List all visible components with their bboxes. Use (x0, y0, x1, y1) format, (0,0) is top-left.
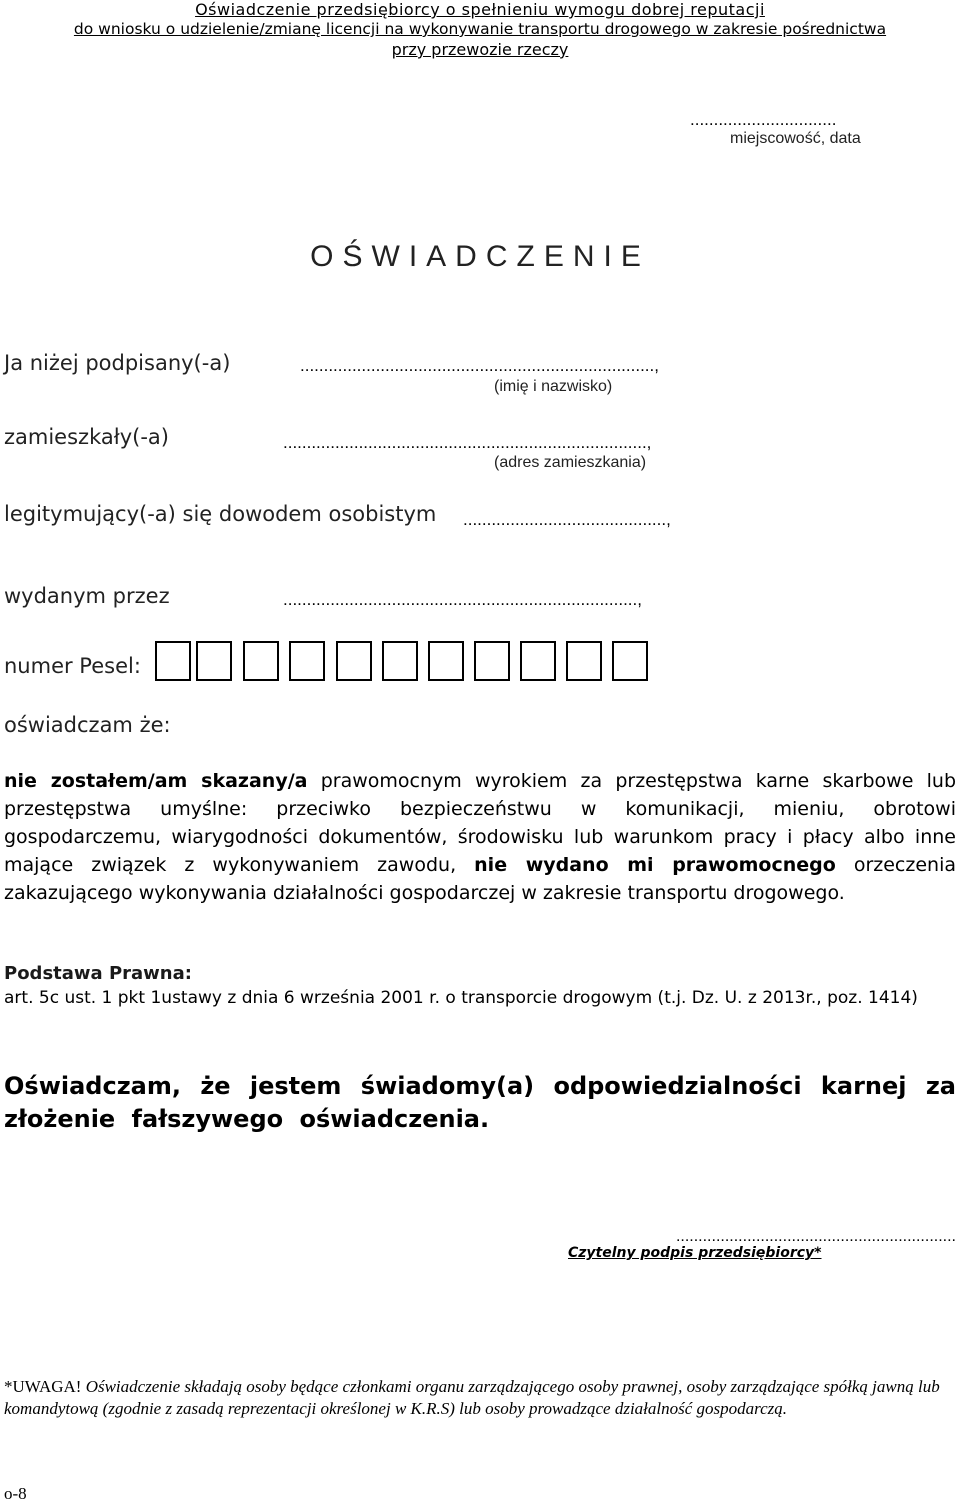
document-title: OŚWIADCZENIE (310, 240, 650, 273)
declaration-body (4, 767, 956, 907)
name-caption: (imię i nazwisko) (494, 378, 613, 395)
pesel-digit-box[interactable] (243, 641, 279, 681)
pesel-digit-box[interactable] (566, 641, 602, 681)
place-date-caption: miejscowość, data (730, 130, 861, 147)
pesel-digit-box[interactable] (612, 641, 648, 681)
address-caption: (adres zamieszkania) (494, 454, 647, 471)
declaration-bold-2: nie wydano mi prawomocnego (474, 854, 836, 876)
id-card-field-dots[interactable]: ..........................................., (463, 510, 671, 529)
responsibility-statement: Oświadczam, że jestem świadomy(a) odpowiedzialności karnej za złożenie fałszywego oświadczenia. (4, 1072, 956, 1133)
header-title-line2: do wniosku o udzielenie/zmianę licencji na wykonywanie transportu drogowego w zakresie pośrednictwa (73, 20, 887, 38)
place-date-dots[interactable]: ............................... (690, 110, 837, 129)
footnote-text: Oświadczenie składają osoby będące członkami organu zarządzającego osoby prawnej, osoby zarządzające spółką jawną lub komandytową (zgodnie z zasadą reprezentacji określonej w K.R.S) lub osoby prowadzące działalność gospodarczą. (4, 1377, 940, 1418)
address-field-dots[interactable]: ............................................................................., (283, 433, 652, 452)
legal-basis-heading: Podstawa Prawna: (4, 963, 192, 984)
pesel-digit-box[interactable] (196, 641, 232, 681)
name-label: Ja niżej podpisany(-a) (4, 351, 231, 375)
legal-basis-text: art. 5c ust. 1 pkt 1ustawy z dnia 6 września 2001 r. o transporcie drogowym (t.j. Dz. U. z 2013r., poz. 1414) (4, 988, 918, 1008)
declaration-text-2: orzeczenia zakazującego wykonywania działalności gospodarczej w zakresie transportu drogowego. (4, 854, 956, 904)
id-card-label: legitymujący(-a) się dowodem osobistym (4, 502, 437, 526)
pesel-digit-box[interactable] (382, 641, 418, 681)
legal-basis (4, 961, 956, 1011)
footnote (4, 1376, 956, 1420)
name-field-dots[interactable]: ..........................................................................., (300, 356, 659, 375)
address-label: zamieszkały(-a) (4, 425, 169, 449)
pesel-digit-box[interactable] (336, 641, 372, 681)
pesel-digit-box[interactable] (289, 641, 325, 681)
header-title-line3: przy przewozie rzeczy (391, 40, 569, 59)
page-number: o-8 (4, 1484, 27, 1503)
declaration-bold-1: nie zostałem/am skazany/a (4, 770, 308, 792)
pesel-label: numer Pesel: (4, 654, 141, 678)
declaration-text-1: prawomocnym wyrokiem za przestępstwa karne skarbowe lub przestępstwa umyślne: przeciwko bezpieczeństwu w komunikacji, mieniu, obrotowi gospodarczemu, wiarygodności dokumentów, środowisku lub warunkom pracy i płacy albo inne mające związek z wykonywaniem zawodu, (4, 770, 957, 876)
footnote-prefix: *UWAGA! (4, 1377, 86, 1396)
signature-dots[interactable]: ............................................................... (675, 1228, 956, 1245)
declare-label: oświadczam że: (4, 713, 171, 737)
issued-by-label: wydanym przez (4, 584, 170, 608)
signature-caption: Czytelny podpis przedsiębiorcy* (568, 1245, 822, 1261)
header-title-line1: Oświadczenie przedsiębiorcy o spełnieniu wymogu dobrej reputacji (195, 0, 765, 19)
pesel-digit-box[interactable] (474, 641, 510, 681)
pesel-digit-box[interactable] (155, 641, 191, 681)
pesel-digit-box[interactable] (428, 641, 464, 681)
issued-by-field-dots[interactable]: ..........................................................................., (283, 590, 642, 609)
pesel-digit-box[interactable] (520, 641, 556, 681)
